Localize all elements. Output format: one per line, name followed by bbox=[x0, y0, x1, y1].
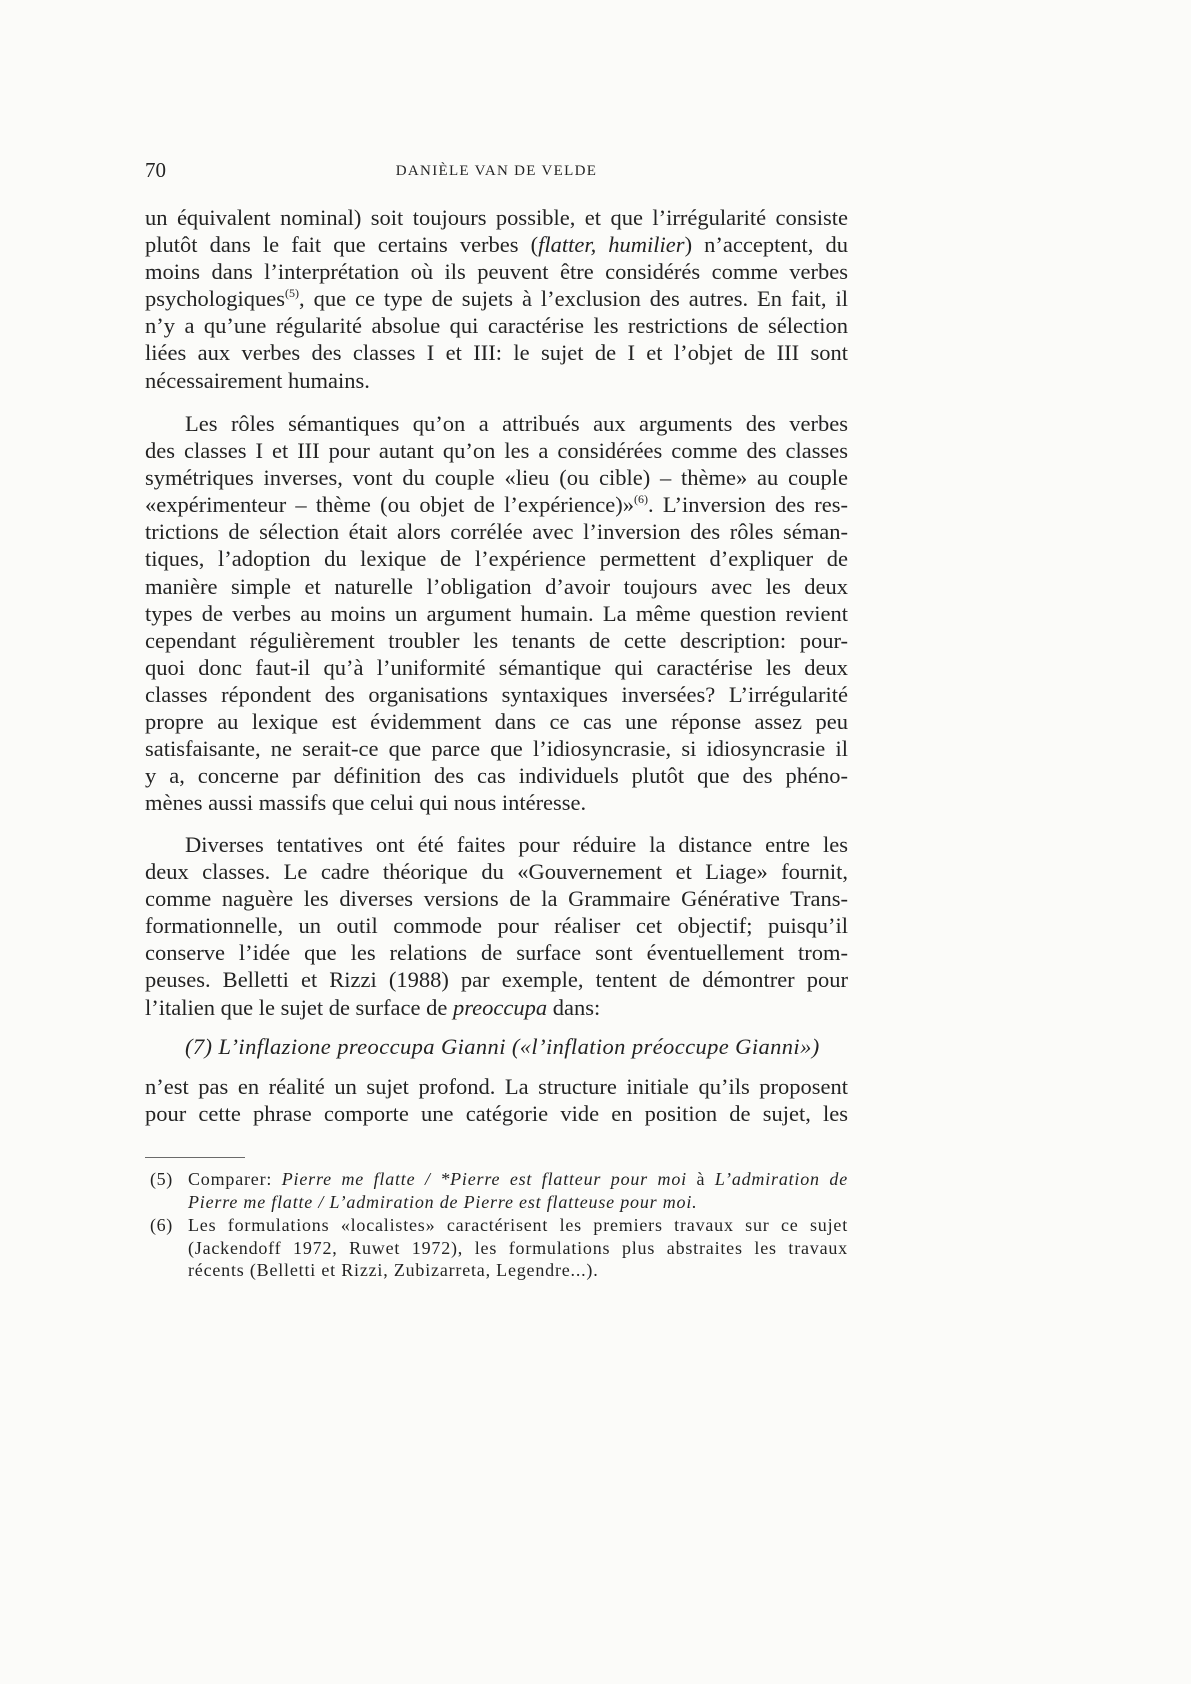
text-line: Diverses tentatives ont été faites pour réduire la distance entre les bbox=[185, 832, 848, 857]
text-line: types de verbes au moins un argument humain. La même question revient bbox=[145, 600, 848, 626]
footnote-line bbox=[188, 1168, 848, 1191]
paragraph bbox=[145, 1073, 848, 1127]
paragraph bbox=[145, 204, 848, 394]
text-line: des classes I et III pour autant qu’on les a considérées comme des classes bbox=[145, 438, 848, 464]
footnote-rule bbox=[145, 1157, 245, 1158]
text-segment: ) n’acceptent, du bbox=[684, 232, 848, 258]
text-segment: «expérimenteur – thème (ou objet de l’expérience)» bbox=[145, 492, 635, 518]
text-line: mènes aussi massifs que celui qui nous intéresse. bbox=[145, 790, 587, 816]
footnote-line: Les formulations «localistes» caractérisent les premiers travaux sur ce sujet bbox=[188, 1215, 848, 1235]
text-line: un équivalent nominal) soit toujours possible, et que l’irrégularité consiste bbox=[145, 205, 848, 230]
text-line: n’y a qu’une régularité absolue qui caractérise les restrictions de sélection bbox=[145, 313, 848, 339]
text-segment: , que ce type de sujets à l’exclusion des autres. En fait, il bbox=[299, 286, 848, 312]
footnote-line: (Jackendoff 1972, Ruwet 1972), les formulations plus abstraites les travaux bbox=[188, 1237, 848, 1258]
text-line: propre au lexique est évidemment dans ce cas une réponse assez peu bbox=[145, 709, 848, 735]
italic-term: preoccupa bbox=[453, 994, 548, 1020]
text-line: deux classes. Le cadre théorique du «Gouvernement et Liage» fournit, bbox=[145, 859, 848, 885]
text-line bbox=[145, 231, 848, 258]
italic-term: flatter, humilier bbox=[538, 232, 685, 258]
text-segment: dans: bbox=[547, 994, 601, 1020]
footnote-number: (6) bbox=[150, 1215, 173, 1235]
text-line: cependant régulièrement troubler les tenants de cette description: pour- bbox=[145, 627, 848, 653]
text-line: symétriques inverses, vont du couple «lieu (ou cible) – thème» au couple bbox=[145, 465, 848, 491]
text-line: y a, concerne par définition des cas individuels plutôt que des phéno- bbox=[145, 763, 848, 789]
footnote-body bbox=[188, 1214, 848, 1282]
paragraph bbox=[145, 831, 848, 1021]
page-number: 70 bbox=[145, 158, 166, 182]
text-line: trictions de sélection était alors corrélée avec l’inversion des rôles séman- bbox=[145, 519, 848, 545]
footnote-ref: (5) bbox=[285, 286, 299, 301]
text-line bbox=[145, 491, 848, 518]
text-line: manière simple et naturelle l’obligation d’avoir toujours avec les deux bbox=[145, 573, 848, 599]
italic-example: Pierre me flatte / *Pierre est flatteur pour moi bbox=[281, 1169, 687, 1189]
text-line: formationnelle, un outil commode pour réaliser cet objectif; puisqu’il bbox=[145, 913, 848, 939]
text-line: peuses. Belletti et Rizzi (1988) par exemple, tentent de démontrer pour bbox=[145, 967, 848, 993]
footnote-number: (5) bbox=[150, 1169, 173, 1189]
text-line: conserve l’idée que les relations de surface sont éventuellement trom- bbox=[145, 940, 848, 966]
text-line bbox=[145, 285, 848, 312]
text-segment: à bbox=[686, 1169, 715, 1189]
footnote-line: Pierre me flatte / L’admiration de Pierre est flatteuse pour moi. bbox=[188, 1191, 698, 1212]
text-segment: plutôt dans le fait que certains verbes ( bbox=[145, 232, 539, 258]
text-line: Les rôles sémantiques qu’on a attribués aux arguments des verbes bbox=[185, 411, 848, 436]
text-line: quoi donc faut-il qu’à l’uniformité sémantique qui caractérise les deux bbox=[145, 654, 848, 680]
footnote bbox=[145, 1214, 848, 1282]
text-line: n’est pas en réalité un sujet profond. La structure initiale qu’ils proposent bbox=[145, 1074, 848, 1099]
text-line: tiques, l’adoption du lexique de l’expérience permettent d’expliquer de bbox=[145, 546, 848, 572]
italic-example: L’admiration de bbox=[714, 1169, 848, 1189]
text-segment: psychologiques bbox=[145, 286, 285, 312]
text-segment: . L’inversion des res- bbox=[648, 492, 848, 518]
running-head: DANIÈLE VAN DE VELDE bbox=[395, 163, 598, 179]
footnote-body bbox=[188, 1168, 848, 1213]
text-line: moins dans l’interprétation où ils peuvent être considérés comme verbes bbox=[145, 259, 848, 285]
text-line: liées aux verbes des classes I et III: le sujet de I et l’objet de III sont bbox=[145, 340, 848, 366]
text-segment: Comparer: bbox=[188, 1169, 282, 1189]
text-line: classes répondent des organisations syntaxiques inversées? L’irrégularité bbox=[145, 681, 848, 707]
footnote bbox=[145, 1168, 848, 1213]
text-line: comme naguère les diverses versions de la Grammaire Générative Trans- bbox=[145, 886, 848, 912]
paragraph bbox=[145, 410, 848, 816]
footnote-ref: (6) bbox=[634, 492, 649, 507]
text-line: nécessairement humains. bbox=[145, 367, 370, 393]
text-line: pour cette phrase comporte une catégorie vide en position de sujet, les bbox=[145, 1101, 848, 1127]
text-line bbox=[145, 994, 848, 1021]
footnote-line: récents (Belletti et Rizzi, Zubizarreta, Legendre...). bbox=[188, 1260, 599, 1280]
text-segment: l’italien que le sujet de surface de bbox=[145, 994, 453, 1020]
example-sentence: (7) L’inflazione preoccupa Gianni («l’inflation préoccupe Gianni») bbox=[185, 1034, 820, 1059]
text-line: satisfaisante, ne serait-ce que parce que l’idiosyncrasie, si idiosyncrasie il bbox=[145, 736, 848, 762]
